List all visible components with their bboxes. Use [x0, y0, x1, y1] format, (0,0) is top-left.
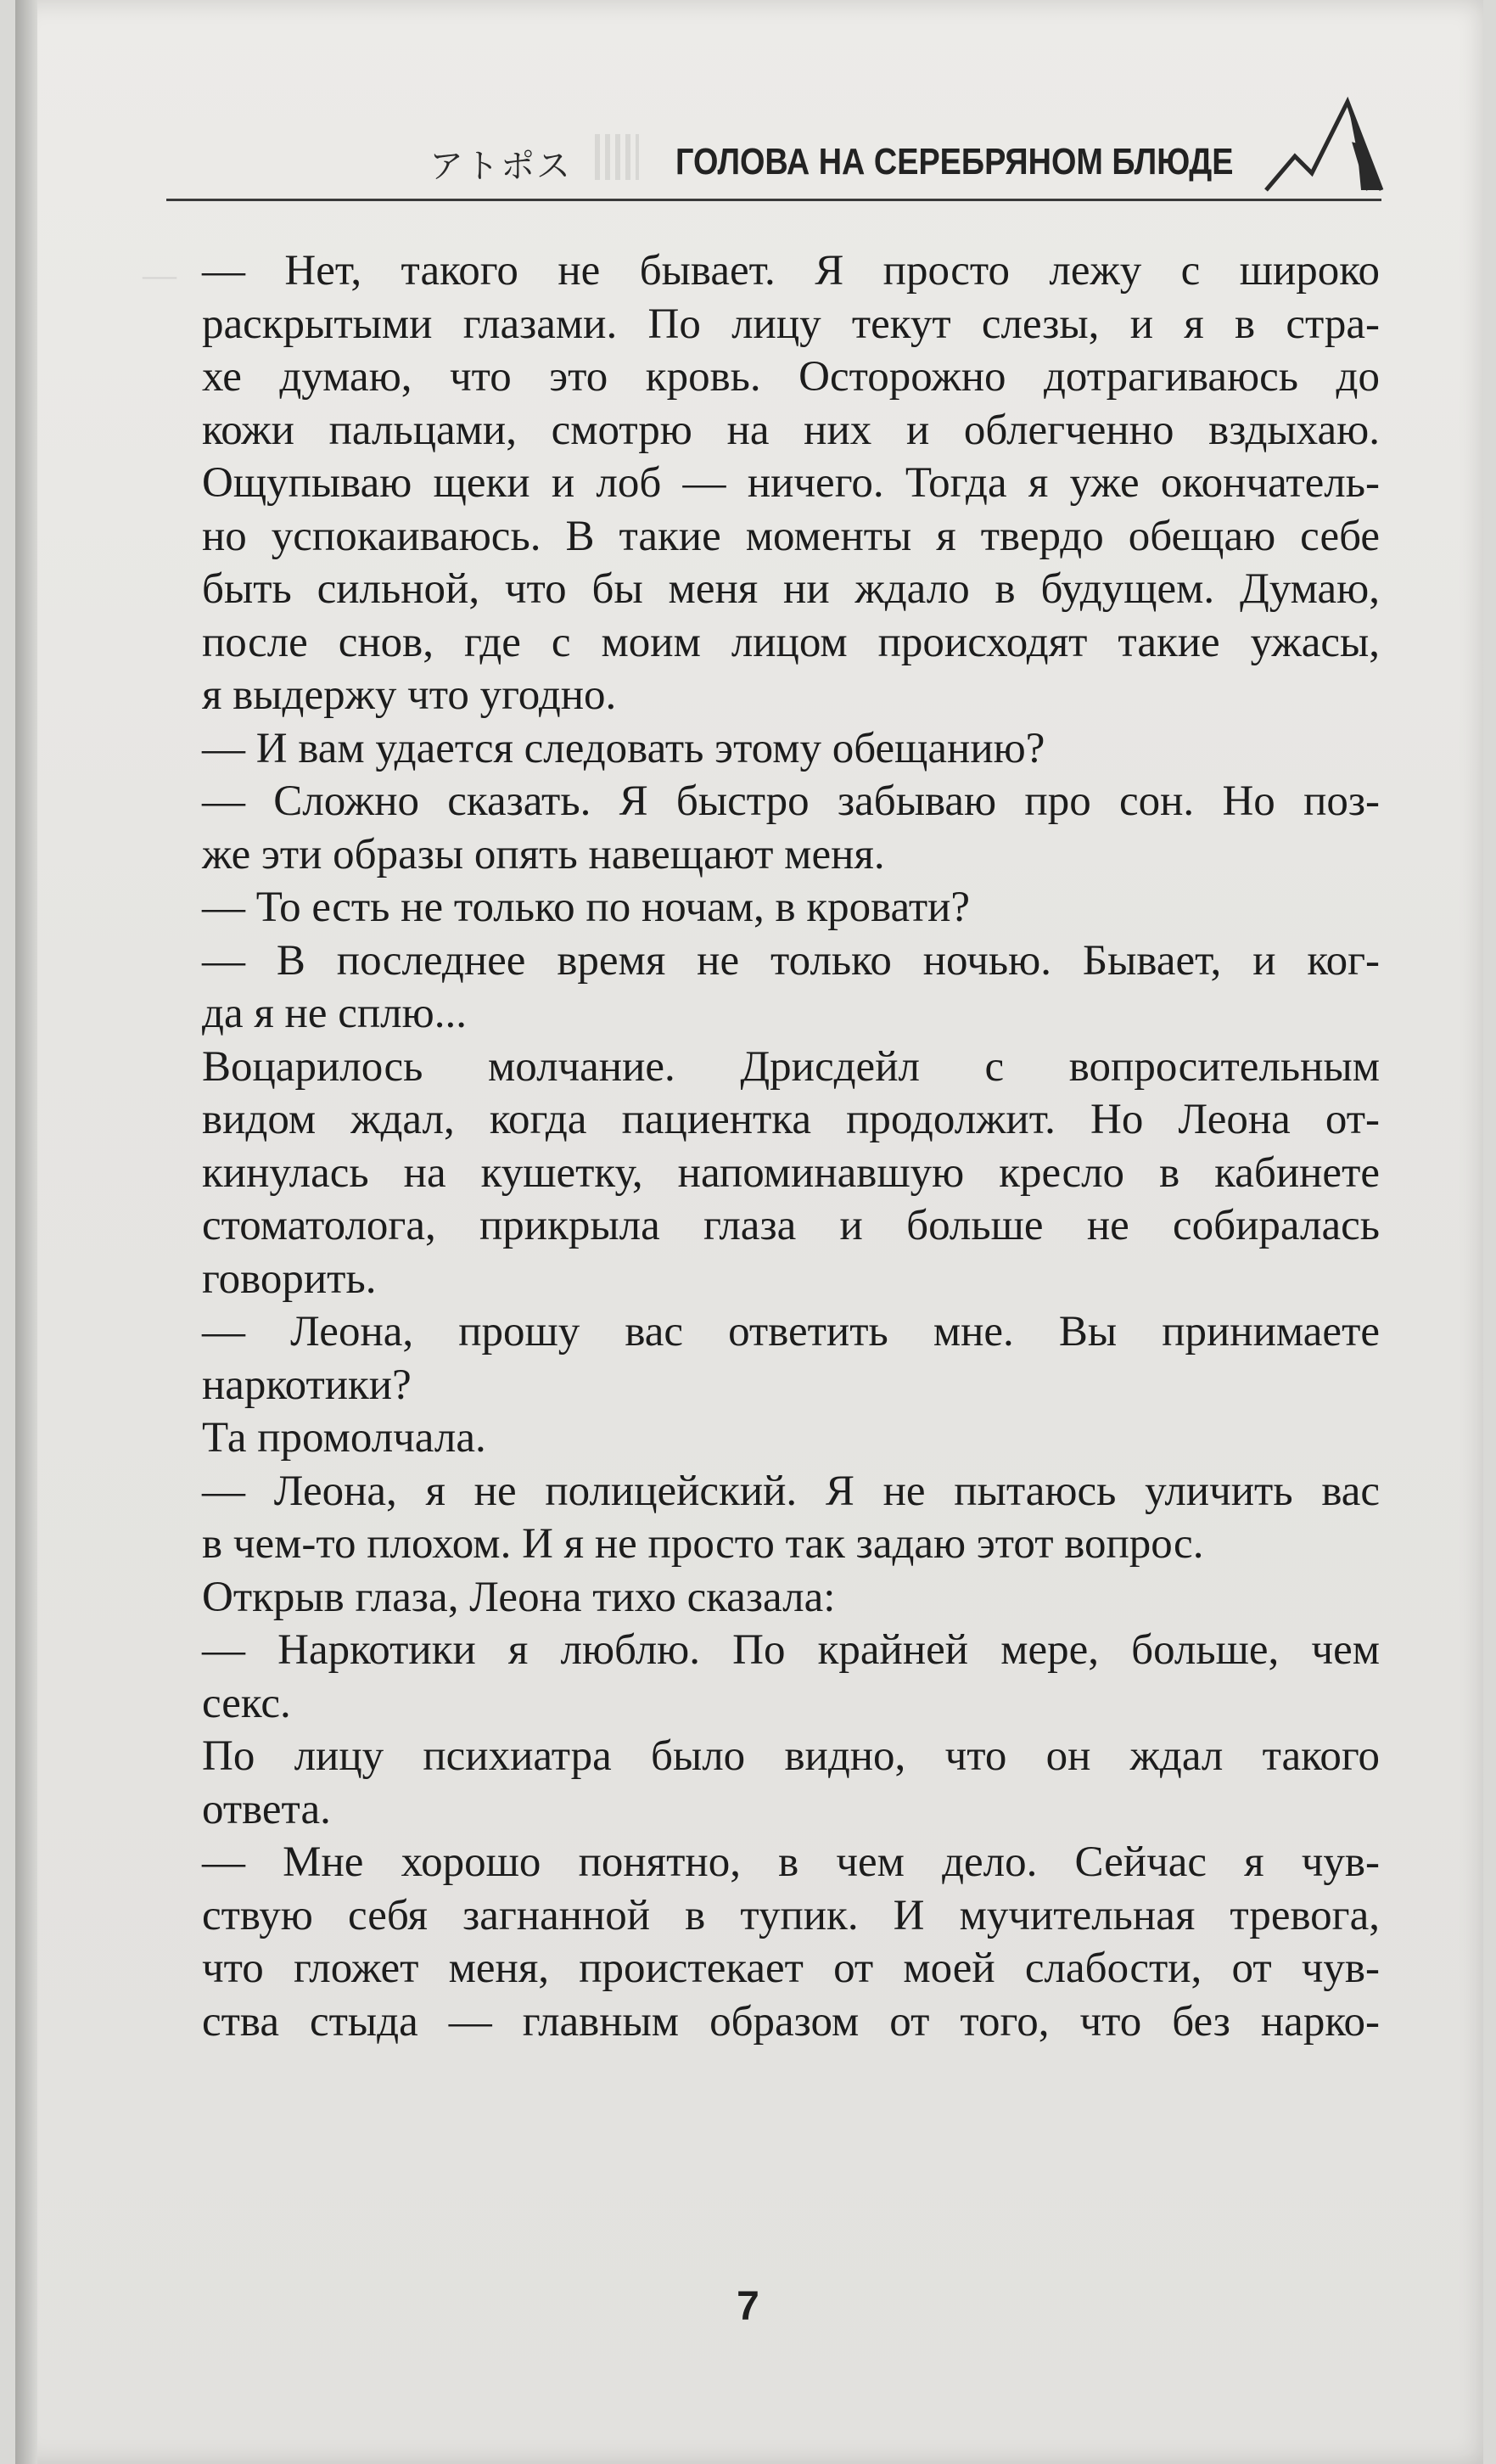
- running-head: [166, 92, 1381, 202]
- text-line: — Мне хорошо понятно, в чем дело. Сейчас я чув-: [202, 1838, 1380, 1886]
- text-line: же эти образы опять навещают меня.: [202, 830, 885, 878]
- text-line: — Сложно сказать. Я быстро забываю про сон. Но поз-: [202, 777, 1380, 825]
- faded-glyph-mark: [595, 134, 639, 180]
- bleed-through: —: [143, 255, 176, 294]
- page-number: 7: [737, 2284, 759, 2329]
- running-title: ГОЛОВА НА СЕРЕБРЯНОМ БЛЮДЕ: [675, 141, 1234, 182]
- text-line: Та промолчала.: [202, 1414, 486, 1462]
- text-line: ответа.: [202, 1785, 331, 1833]
- text-line: — То есть не только по ночам, в кровати?: [202, 884, 971, 931]
- text-line: стоматолога, прикрыла глаза и больше не собиралась: [202, 1202, 1380, 1249]
- text-line: хе думаю, что это кровь. Осторожно дотрагиваюсь до: [202, 353, 1380, 401]
- text-line: секс.: [202, 1679, 291, 1727]
- text-line: — Наркотики я люблю. По крайней мере, больше, чем: [202, 1626, 1380, 1674]
- text-line: быть сильной, что бы меня ни ждало в будущем. Думаю,: [202, 565, 1380, 613]
- text-line: ствую себя загнанной в тупик. И мучительная тревога,: [202, 1891, 1380, 1939]
- text-line: говорить.: [202, 1254, 377, 1303]
- text-line: раскрытыми глазами. По лицу текут слезы, и я в стра-: [202, 300, 1380, 348]
- text-line: да я не сплю...: [202, 990, 467, 1037]
- text-line: но успокаиваюсь. В такие моменты я твердо обещаю себе: [202, 512, 1380, 560]
- text-line: я выдержу что угодно.: [202, 671, 617, 719]
- body-text: [166, 244, 1380, 2048]
- text-line: По лицу психиатра было видно, что он ждал такого: [202, 1732, 1380, 1780]
- text-line: после снов, где с моим лицом происходят такие ужасы,: [202, 618, 1380, 666]
- text-line: Воцарилось молчание. Дрисдейл с вопросительным: [202, 1042, 1380, 1091]
- text-line: Ощупываю щеки и лоб — ничего. Тогда я уже окончатель-: [202, 459, 1380, 507]
- text-line: наркотики?: [202, 1361, 412, 1409]
- text-line: что гложет меня, проистекает от моей слабости, от чув-: [202, 1945, 1380, 1992]
- text-line: ства стыда — главным образом от того, что без нарко-: [202, 1997, 1380, 2046]
- text-line: Открыв глаза, Леона тихо сказала:: [202, 1573, 836, 1621]
- text-line: — Леона, я не полицейский. Я не пытаюсь уличить вас: [202, 1467, 1380, 1515]
- text-line: — Нет, такого не бывает. Я просто лежу с широко: [202, 247, 1380, 295]
- mountain-logo-icon: [1261, 95, 1388, 197]
- text-line: — Леона, прошу вас ответить мне. Вы принимаете: [202, 1308, 1380, 1355]
- page-gutter-shadow: [15, 0, 37, 2464]
- text-line: — В последнее время не только ночью. Бывает, и ког-: [202, 936, 1380, 985]
- text-line: в чем-то плохом. И я не просто так задаю этот вопрос.: [202, 1520, 1204, 1568]
- text-line: кинулась на кушетку, напоминавшую кресло в кабинете: [202, 1148, 1380, 1197]
- series-name: アトポス: [429, 147, 572, 186]
- text-line: — И вам удается следовать этому обещанию?: [202, 724, 1045, 772]
- header-rule: [166, 199, 1381, 201]
- book-page: [15, 0, 1483, 2464]
- text-line: видом ждал, когда пациентка продолжит. Но Леона от-: [202, 1096, 1380, 1143]
- text-line: кожи пальцами, смотрю на них и облегченно вздыхаю.: [202, 406, 1380, 454]
